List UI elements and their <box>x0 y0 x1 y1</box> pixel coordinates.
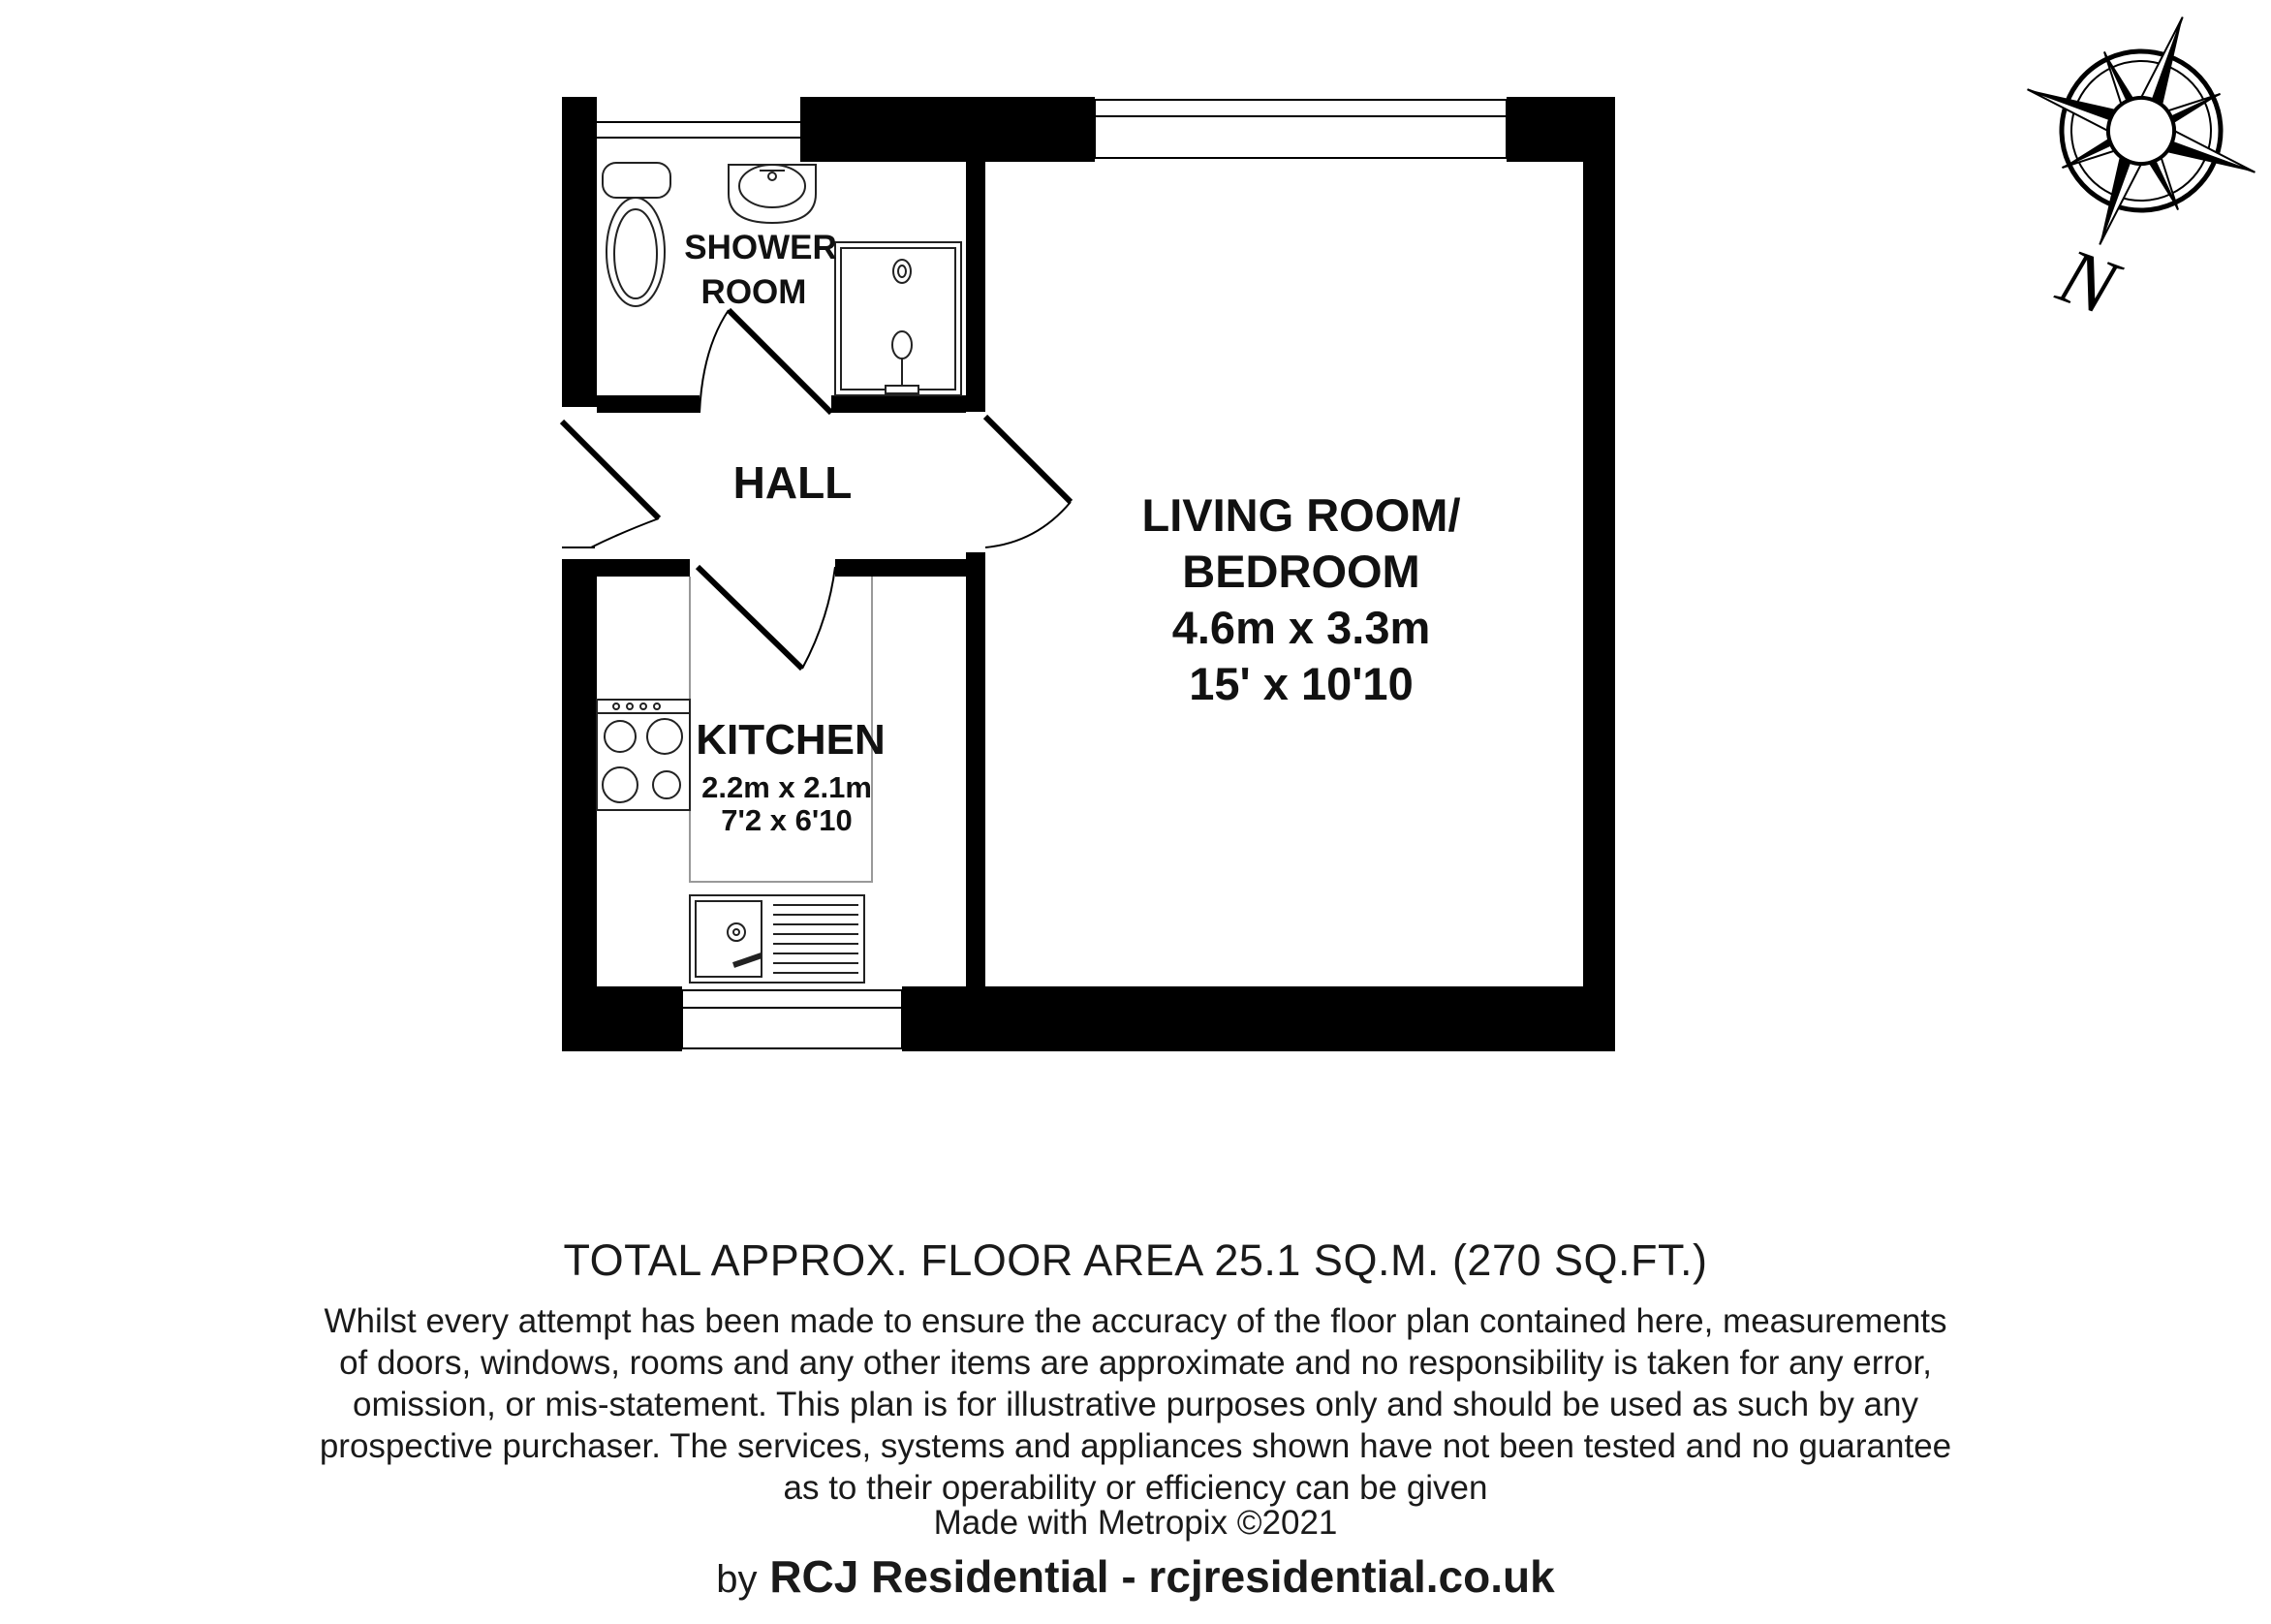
credit-prefix: by <box>716 1558 758 1601</box>
total-floor-area: TOTAL APPROX. FLOOR AREA 25.1 SQ.M. (270 SQ.FT.) <box>563 1235 1708 1285</box>
kitchen-imperial: 7'2 x 6'10 <box>721 803 853 837</box>
sink-icon <box>690 895 864 983</box>
kitchen-metric: 2.2m x 2.1m <box>701 770 872 804</box>
disclaimer-line: Whilst every attempt has been made to ensure the accuracy of the floor plan contained here, measurements <box>324 1302 1947 1340</box>
disclaimer <box>0 1300 2271 1509</box>
shower-room-label-line1: SHOWER <box>684 229 837 266</box>
kitchen-label: KITCHEN <box>696 716 886 764</box>
basin-icon <box>729 165 816 223</box>
shower-room-label-line2: ROOM <box>700 273 807 311</box>
compass-north-letter: N <box>2047 231 2129 332</box>
living-room-label-line1: LIVING ROOM/ <box>1141 489 1461 541</box>
hall-label: HALL <box>732 457 853 508</box>
disclaimer-line: as to their operability or efficiency can be given <box>783 1469 1488 1507</box>
toilet-icon <box>603 163 670 306</box>
hob-icon <box>597 700 690 810</box>
compass-icon <box>1983 0 2271 289</box>
made-with-credit: Made with Metropix ©2021 <box>933 1504 1338 1542</box>
disclaimer-line: omission, or mis-statement. This plan is for illustrative purposes only and should be used as such by any <box>353 1386 1918 1423</box>
agent-credit <box>0 1550 2271 1603</box>
shower-tray-icon <box>835 242 961 395</box>
disclaimer-line: of doors, windows, rooms and any other items are approximate and no responsibility is taken for any error, <box>339 1344 1932 1382</box>
credit-name: RCJ Residential - rcjresidential.co.uk <box>769 1551 1555 1602</box>
living-room-imperial: 15' x 10'10 <box>1189 658 1414 709</box>
disclaimer-line: prospective purchaser. The services, systems and appliances shown have not been tested and no guarantee <box>319 1427 1952 1465</box>
living-room-label-line2: BEDROOM <box>1182 546 1420 597</box>
living-room-metric: 4.6m x 3.3m <box>1171 602 1431 653</box>
